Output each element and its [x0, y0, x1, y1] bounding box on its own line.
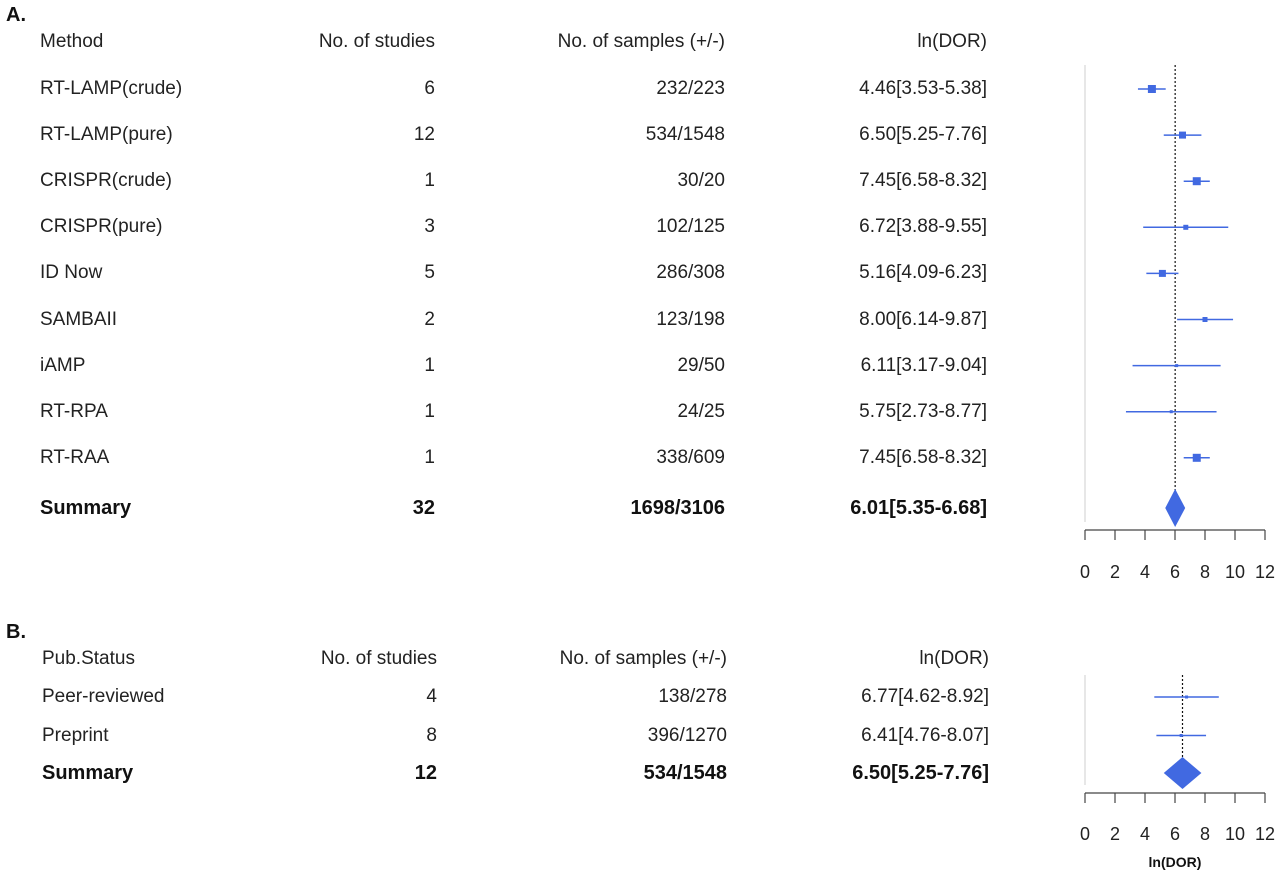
- panel-a-row-studies: 1: [424, 354, 435, 376]
- panel-a-row-studies: 3: [424, 216, 435, 238]
- panel-b-x-tick-label: 0: [1079, 824, 1091, 844]
- panel-a-point-marker: [1193, 454, 1201, 462]
- panel-a-point-marker: [1179, 132, 1186, 139]
- panel-a-row-ci: 8.00[6.14-9.87]: [859, 308, 987, 330]
- panel-b-row-label: Peer-reviewed: [42, 686, 165, 707]
- panel-a-row-studies: 1: [424, 170, 435, 192]
- panel-a-row-studies: 5: [424, 262, 435, 284]
- panel-a-x-tick-label: 12: [1254, 562, 1276, 582]
- panel-a-row-label: iAMP: [40, 354, 86, 376]
- panel-a-row-ci: 5.75[2.73-8.77]: [859, 400, 987, 422]
- panel-a-point-marker: [1159, 270, 1166, 277]
- panel-b-col-samples: No. of samples (+/-): [559, 648, 727, 669]
- panel-a-point-marker: [1193, 177, 1201, 185]
- panel-a-point-marker: [1148, 85, 1156, 93]
- panel-a-row-ci: 7.45[6.58-8.32]: [859, 446, 987, 468]
- panel-b-label: B.: [6, 621, 26, 643]
- panel-a-row-label: RT-LAMP(crude): [40, 78, 183, 99]
- panel-b-row-ci: 6.77[4.62-8.92]: [861, 686, 989, 707]
- panel-a-x-tick-label: 2: [1109, 562, 1121, 582]
- panel-a-row-studies: 6: [424, 78, 435, 99]
- panel-a-row-label: RT-LAMP(pure): [40, 124, 173, 146]
- panel-b-summary-samples: 534/1548: [643, 762, 727, 784]
- panel-a-summary-diamond: [1165, 489, 1185, 527]
- panel-b-col-lndor: ln(DOR): [919, 648, 989, 669]
- panel-a-col-samples: No. of samples (+/-): [557, 31, 725, 52]
- panel-a-row-label: CRISPR(crude): [40, 170, 172, 192]
- panel-b-row-samples: 138/278: [658, 686, 727, 707]
- panel-a-summary-ci: 6.01[5.35-6.68]: [850, 497, 987, 519]
- panel-a-row-samples: 24/25: [677, 400, 725, 422]
- panel-b-point-marker: [1180, 734, 1183, 737]
- panel-a-row-ci: 6.50[5.25-7.76]: [859, 124, 987, 146]
- panel-b-x-tick-label: 6: [1169, 824, 1181, 844]
- panel-a-summary-samples: 1698/3106: [630, 497, 725, 519]
- panel-b-x-axis-label: ln(DOR): [1148, 854, 1202, 870]
- panel-a-row-ci: 6.11[3.17-9.04]: [860, 354, 987, 376]
- panel-a-col-method: Method: [40, 31, 104, 52]
- panel-b-row-studies: 4: [426, 686, 437, 707]
- panel-a-x-tick-label: 10: [1224, 562, 1246, 582]
- panel-a-point-marker: [1183, 225, 1188, 230]
- panel-a-row-label: SAMBAII: [40, 308, 118, 330]
- panel-a-point-marker: [1203, 317, 1208, 322]
- panel-a-row-samples: 29/50: [677, 354, 725, 376]
- panel-b-point-marker: [1185, 696, 1188, 699]
- panel-a-row-samples: 30/20: [677, 170, 725, 192]
- panel-b-summary-studies: 12: [414, 762, 437, 784]
- panel-a-row-samples: 232/223: [656, 78, 725, 99]
- panel-a-row-ci: 5.16[4.09-6.23]: [859, 262, 987, 284]
- panel-a-summary-label: Summary: [40, 497, 132, 519]
- panel-b-summary-ci: 6.50[5.25-7.76]: [852, 762, 989, 784]
- panel-b-x-tick-label: 2: [1109, 824, 1121, 844]
- panel-a-row-label: RT-RAA: [40, 446, 110, 468]
- panel-a-col-studies: No. of studies: [318, 31, 435, 52]
- panel-b-row-ci: 6.41[4.76-8.07]: [861, 724, 989, 746]
- panel-a-row-samples: 123/198: [656, 308, 725, 330]
- panel-b-x-tick-label: 10: [1224, 824, 1246, 844]
- panel-a-row-label: RT-RPA: [40, 400, 108, 422]
- panel-b-col-studies: No. of studies: [320, 648, 437, 669]
- panel-a-row-samples: 102/125: [656, 216, 725, 238]
- panel-a-x-tick-label: 6: [1169, 562, 1181, 582]
- panel-a-row-studies: 1: [424, 400, 435, 422]
- panel-a-summary-studies: 32: [412, 497, 435, 519]
- panel-a-point-marker: [1175, 364, 1178, 367]
- panel-a-row-samples: 286/308: [656, 262, 725, 284]
- panel-b-row-label: Preprint: [42, 724, 109, 746]
- panel-a-row-samples: 338/609: [656, 446, 725, 468]
- panel-b-summary-diamond: [1164, 757, 1202, 789]
- panel-a-row-studies: 12: [413, 124, 435, 146]
- panel-b-x-tick-label: 12: [1254, 824, 1276, 844]
- panel-b-row-studies: 8: [426, 724, 437, 746]
- panel-a-row-ci: 7.45[6.58-8.32]: [859, 170, 987, 192]
- panel-b-x-tick-label: 8: [1199, 824, 1211, 844]
- panel-a-row-ci: 6.72[3.88-9.55]: [859, 216, 987, 238]
- panel-a-x-tick-label: 0: [1079, 562, 1091, 582]
- panel-a-row-label: CRISPR(pure): [40, 216, 163, 238]
- panel-a-row-samples: 534/1548: [645, 124, 725, 146]
- panel-b-x-tick-label: 4: [1139, 824, 1151, 844]
- panel-a-col-lndor: ln(DOR): [917, 31, 987, 52]
- panel-b-row-samples: 396/1270: [647, 724, 727, 746]
- panel-a-row-ci: 4.46[3.53-5.38]: [859, 78, 987, 99]
- panel-a-row-label: ID Now: [40, 262, 103, 284]
- panel-b-summary-label: Summary: [42, 762, 134, 784]
- panel-a-point-marker: [1170, 410, 1173, 413]
- panel-a-x-tick-label: 8: [1199, 562, 1211, 582]
- panel-a-x-tick-label: 4: [1139, 562, 1151, 582]
- panel-b-col-pubstatus: Pub.Status: [42, 648, 135, 669]
- panel-a-row-studies: 2: [424, 308, 435, 330]
- panel-a-label: A.: [6, 4, 26, 26]
- panel-a-row-studies: 1: [424, 446, 435, 468]
